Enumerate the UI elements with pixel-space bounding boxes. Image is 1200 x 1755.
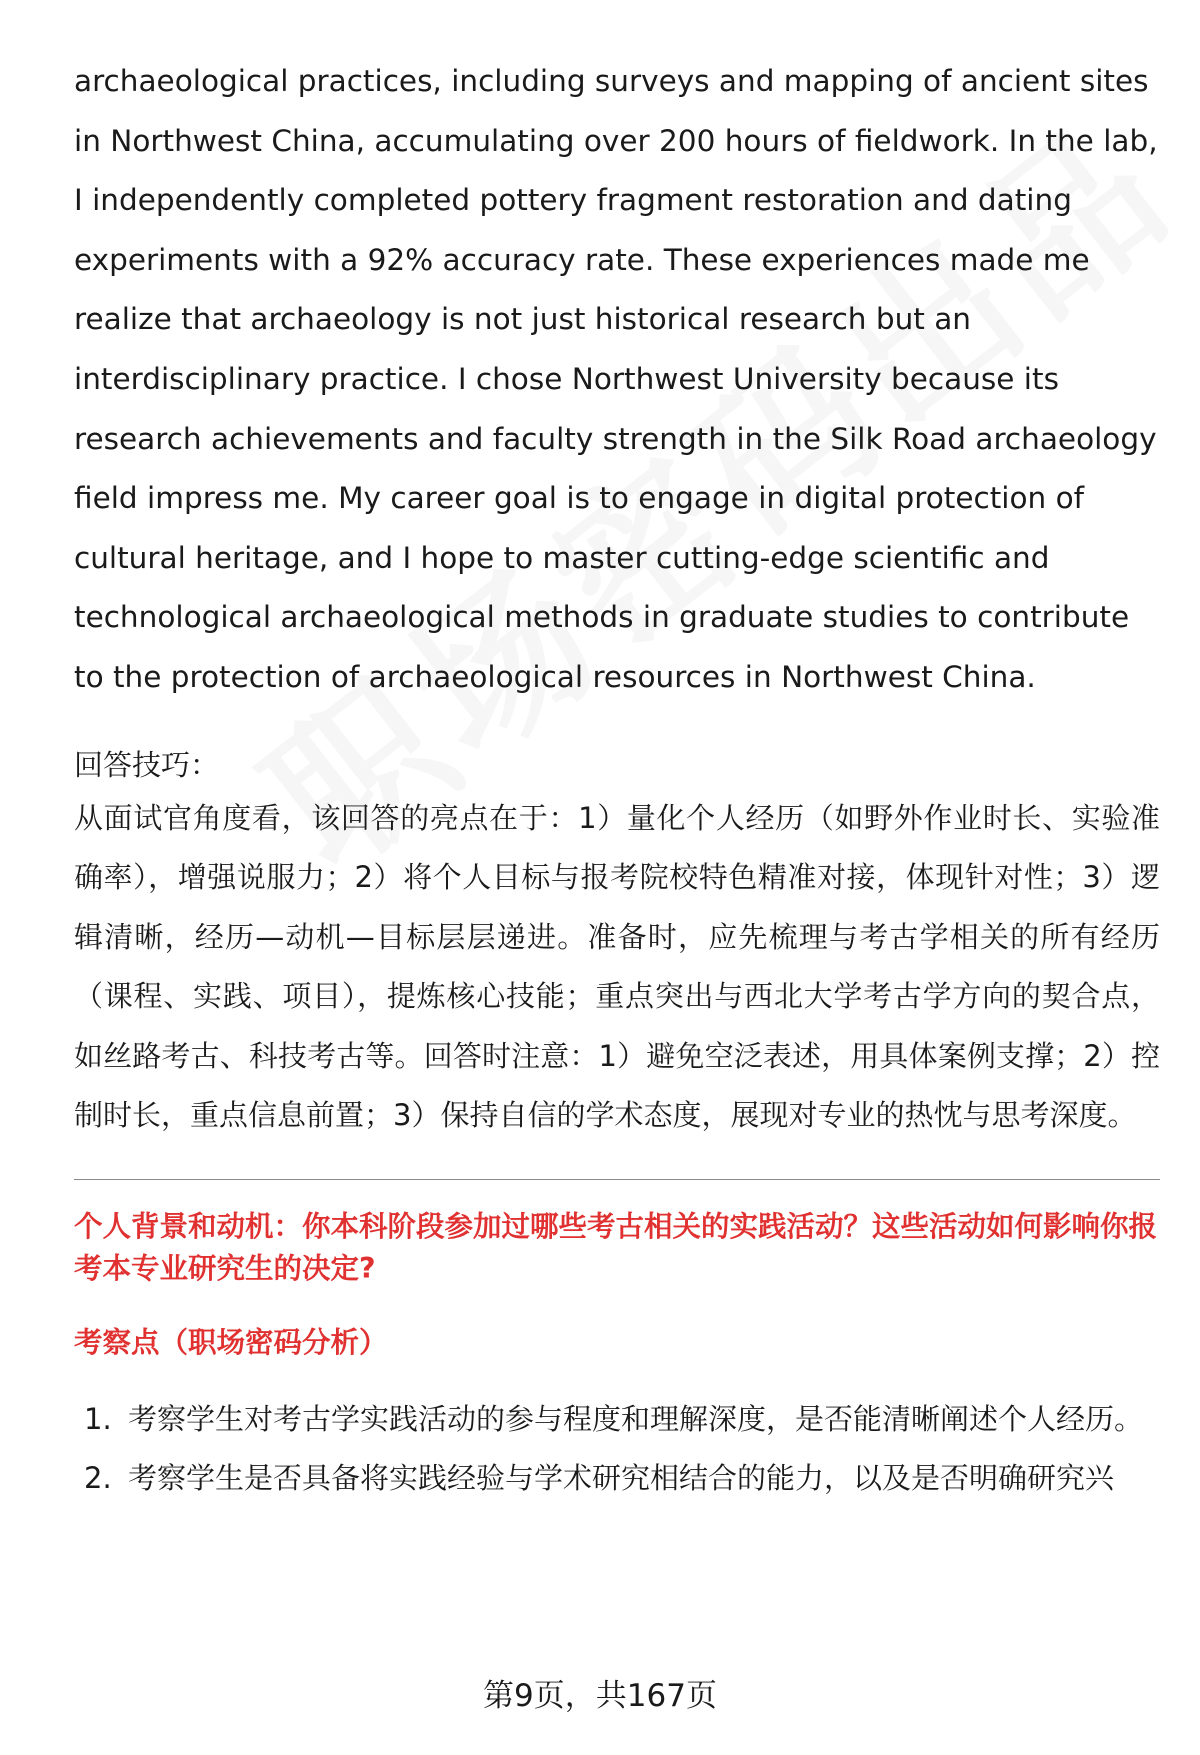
section-title: 考察点（职场密码分析）: [74, 1325, 388, 1359]
list-item-number: 1.: [84, 1401, 112, 1436]
assessment-points-list: [74, 1390, 1160, 1509]
page-number-footer: 第9页，共167页: [483, 1678, 717, 1714]
list-item: [74, 1390, 1160, 1450]
list-item-number: 2.: [84, 1461, 112, 1496]
tips-body: 从面试官角度看，该回答的亮点在于：1）量化个人经历（如野外作业时长、实验准确率），增强说服力；2）将个人目标与报考院校特色精准对接，体现针对性；3）逻辑清晰，经历—动机—目标层层递进。准备时，应先梳理与考古学相关的所有经历（课程、实践、项目），提炼核心技能；重点突出与西北大学考古学方向的契合点，如丝路考古、科技考古等。回答时注意：1）避免空泛表述，用具体案例支撑；2）控制时长，重点信息前置；3）保持自信的学术态度，展现对专业的热忱与思考深度。: [74, 800, 1160, 1133]
question-heading: 个人背景和动机：你本科阶段参加过哪些考古相关的实践活动？这些活动如何影响你报考本专业研究生的决定?: [74, 1209, 1158, 1285]
list-item-text: 考察学生对考古学实践活动的参与程度和理解深度，是否能清晰阐述个人经历。: [128, 1401, 1144, 1436]
answer-english-paragraph: archaeological practices, including surveys and mapping of ancient sites in Northwest China, accumulating over 200 hours of fieldwork. In the lab, I independently completed pottery fragment restoration and dating experiments with a 92% accuracy rate. These experiences made me realize that archaeology is not just historical research but an interdisciplinary practice. I chose Northwest University because its research achievements and faculty strength in the Silk Road archaeology field impress me. My career goal is to engage in digital protection of cultural heritage, and I hope to master cutting-edge scientific and technological archaeological methods in graduate studies to contribute to the protection of archaeological resources in Northwest China.: [74, 64, 1158, 694]
list-item-text: 考察学生是否具备将实践经验与学术研究相结合的能力，以及是否明确研究兴: [128, 1461, 1115, 1496]
document-page: [74, 52, 1160, 1509]
list-item: [74, 1449, 1160, 1509]
section-divider: [74, 1179, 1160, 1180]
tips-label: 回答技巧：: [74, 747, 220, 782]
